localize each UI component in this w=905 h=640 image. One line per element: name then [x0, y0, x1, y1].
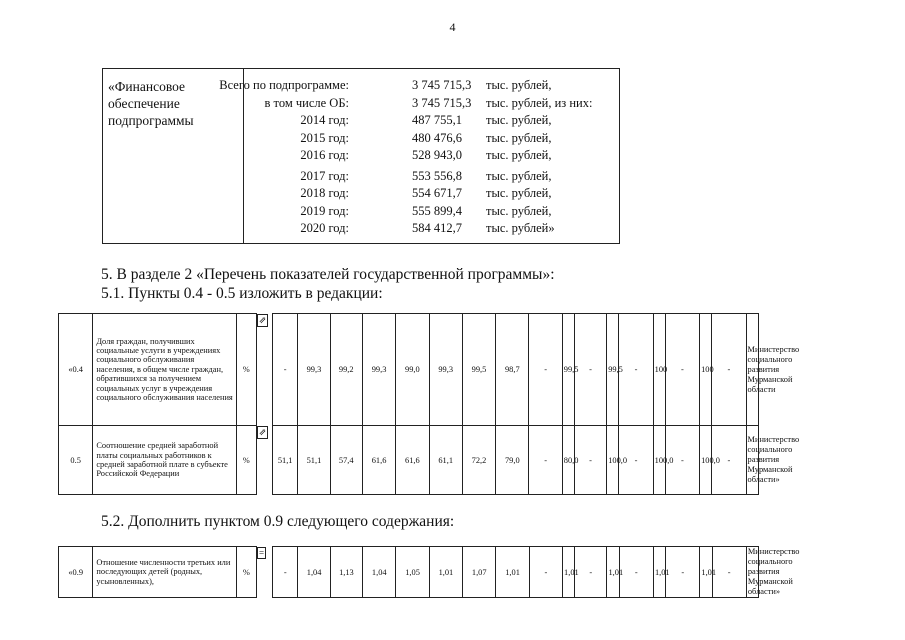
- indicator-value: -: [666, 547, 700, 598]
- indicator-value: 61,1: [429, 426, 462, 495]
- financing-row: [244, 169, 619, 187]
- indicator-value: 1,01: [700, 547, 712, 598]
- financing-row-value: 555 899,4: [412, 203, 462, 218]
- financing-row-value: 584 412,7: [412, 221, 462, 235]
- indicator-value: 51,1: [298, 426, 330, 495]
- financing-row-value: 3 745 715,3: [412, 78, 472, 92]
- indicator-row: [59, 314, 884, 426]
- indicator-name: Доля граждан, получивших социальные услуги в учреждениях социального обслуживания населения, в общем числе граждан, обратившихся за получением социальных услуг в учреждения социального обслуживания населения: [93, 314, 236, 426]
- indicator-unit: %: [236, 547, 256, 598]
- indicator-value: 99,3: [362, 314, 395, 426]
- financing-row-label: 2017 год:: [300, 168, 349, 183]
- trend-arrow-icon: ⇗: [258, 314, 267, 325]
- financing-row-unit: тыс. рублей, из них:: [486, 95, 593, 110]
- financing-row: [244, 96, 619, 114]
- indicator-value: -: [665, 426, 699, 495]
- section-5-1-heading: 5.1. Пункты 0.4 - 0.5 изложить в редакции:: [101, 285, 383, 302]
- indicator-value: 1,04: [298, 547, 330, 598]
- indicator-unit: %: [236, 426, 256, 495]
- indicator-value: -: [619, 314, 653, 426]
- page-number: 4: [449, 20, 456, 34]
- financing-row-value: 480 476,6: [412, 130, 462, 145]
- indicator-row: [59, 547, 885, 598]
- financing-row-value: 3 745 715,3: [412, 95, 472, 110]
- indicator-value: -: [574, 426, 606, 495]
- section-5-2-heading: 5.2. Дополнить пунктом 0.9 следующего содержания:: [101, 513, 455, 530]
- indicator-value: 61,6: [396, 426, 429, 495]
- indicator-value: 100,0: [700, 426, 712, 495]
- financing-row: [244, 204, 619, 222]
- financing-row-value: 487 755,1: [412, 113, 462, 127]
- indicator-name: Соотношение средней заработной платы социальных работников к средней заработной плате в субъекте Российской Федерации: [93, 426, 236, 495]
- indicator-value: 79,0: [496, 426, 529, 495]
- indicator-value: -: [529, 547, 562, 598]
- indicator-value: 99,0: [396, 314, 429, 426]
- financing-row-unit: тыс. рублей,: [486, 186, 552, 200]
- indicator-value: 100: [653, 314, 665, 426]
- financing-row-label: 2014 год:: [300, 113, 349, 127]
- indicator-value: 99,2: [330, 314, 362, 426]
- section-5-heading: 5. В разделе 2 «Перечень показателей государственной программы»:: [101, 266, 555, 283]
- indicator-value: 1,01: [429, 547, 462, 598]
- financing-row-label: Всего по подпрограмме:: [219, 78, 349, 92]
- financing-row: [244, 186, 619, 204]
- financing-row-label: 2015 год:: [300, 130, 349, 145]
- responsible-organization: Министерство социального развития Мурманской области»: [747, 547, 800, 596]
- indicator-name: Отношение численности третьих или последующих детей (родных, усыновленных),: [93, 547, 236, 598]
- indicator-value: 1,01: [563, 547, 575, 598]
- financing-label-line: обеспечение: [108, 96, 180, 111]
- indicator-value: -: [712, 426, 746, 495]
- financing-row: [244, 131, 619, 149]
- indicator-value: -: [273, 547, 298, 598]
- indicators-table-1: [58, 313, 884, 495]
- financing-row-unit: тыс. рублей,: [486, 113, 552, 127]
- financing-details: [219, 69, 619, 252]
- financing-row-label: 2019 год:: [300, 203, 349, 218]
- financing-row-label: 2016 год:: [300, 148, 349, 162]
- indicator-value: 51,1: [273, 426, 298, 495]
- indicator-value: -: [619, 547, 653, 598]
- financing-row: [244, 113, 619, 131]
- indicator-value: -: [574, 314, 606, 426]
- indicator-number: 0.5: [59, 426, 93, 495]
- financing-row-unit: тыс. рублей,: [486, 168, 552, 183]
- responsible-organization: Министерство социального развития Мурманской области»: [746, 426, 758, 495]
- financing-row-label: 2020 год:: [300, 221, 349, 235]
- indicator-value: -: [529, 426, 562, 495]
- indicator-number: «0.9: [59, 547, 93, 598]
- financing-row-unit: тыс. рублей,: [486, 130, 552, 145]
- financing-row-unit: тыс. рублей»: [486, 221, 555, 235]
- responsible-organization: Министерство социального развития Мурманской области: [746, 314, 758, 426]
- financing-row: [219, 78, 619, 96]
- indicators-table-2: [58, 546, 884, 598]
- indicator-value: 1,05: [396, 547, 429, 598]
- indicator-value: 72,2: [462, 426, 495, 495]
- indicator-value: 99,5: [462, 314, 495, 426]
- indicator-value: 99,5: [607, 314, 619, 426]
- indicator-value: 100,0: [607, 426, 619, 495]
- financing-row-unit: тыс. рублей,: [486, 78, 552, 92]
- indicator-value: 99,5: [562, 314, 574, 426]
- financing-row: [244, 148, 619, 166]
- indicator-value: -: [575, 547, 607, 598]
- indicator-value: 100: [700, 314, 712, 426]
- indicator-value: 99,3: [298, 314, 330, 426]
- financing-label-line: «Финансовое: [108, 79, 186, 94]
- financing-row: [244, 221, 619, 239]
- trend-arrow-icon: =: [259, 547, 265, 558]
- trend-arrow-icon: ⇗: [258, 426, 267, 437]
- indicator-value: 57,4: [330, 426, 362, 495]
- indicator-value: -: [529, 314, 562, 426]
- financing-row-value: 554 671,7: [412, 186, 462, 200]
- financing-row-unit: тыс. рублей,: [486, 148, 552, 162]
- indicator-number: «0.4: [59, 314, 93, 426]
- indicator-value: 1,13: [330, 547, 362, 598]
- indicator-value: 1,07: [463, 547, 496, 598]
- financing-label: [103, 69, 244, 243]
- indicator-value: 100,0: [653, 426, 665, 495]
- indicator-value: 99,3: [429, 314, 462, 426]
- indicator-value: -: [273, 314, 298, 426]
- financing-row-unit: тыс. рублей,: [486, 203, 552, 218]
- indicator-row: [59, 426, 884, 495]
- financing-row-label: в том числе ОБ:: [264, 95, 349, 110]
- financing-row-value: 553 556,8: [412, 168, 462, 183]
- indicator-value: -: [619, 426, 653, 495]
- indicator-value: 1,04: [363, 547, 396, 598]
- indicator-value: 1,01: [653, 547, 665, 598]
- indicator-value: 61,6: [362, 426, 395, 495]
- financing-label-line: подпрограммы: [108, 113, 194, 128]
- indicator-value: 80,0: [562, 426, 574, 495]
- indicator-value: -: [712, 314, 746, 426]
- indicator-value: -: [712, 547, 746, 598]
- indicator-unit: %: [236, 314, 256, 426]
- financing-table: [102, 68, 620, 244]
- financing-row-value: 528 943,0: [412, 148, 462, 162]
- financing-row-label: 2018 год:: [300, 186, 349, 200]
- indicator-value: 1,01: [607, 547, 619, 598]
- indicator-value: 1,01: [496, 547, 529, 598]
- indicator-value: -: [665, 314, 699, 426]
- indicator-value: 98,7: [496, 314, 529, 426]
